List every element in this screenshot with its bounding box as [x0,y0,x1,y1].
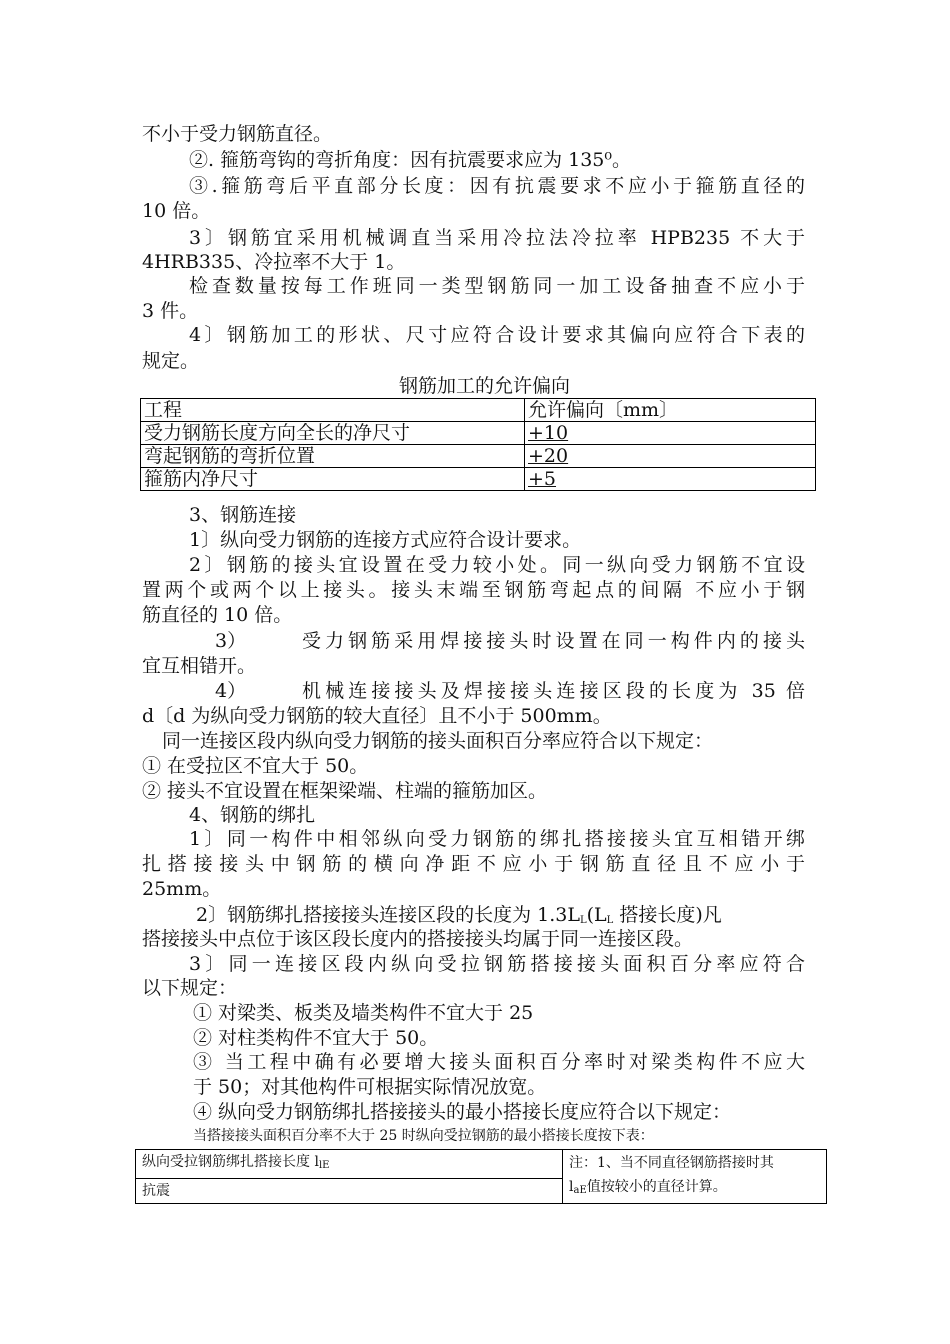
table-header-row [141,399,816,422]
table-cell [136,1150,563,1179]
deviation-value: +20 [528,445,569,467]
text-run: 纵向受拉钢筋绑扎搭接长度 l [142,1154,319,1170]
paragraph-line: 规定。 [142,350,200,372]
paragraph-line: 宜互相错开。 [142,655,257,677]
table-header-cell: 允许偏向〔mm〕 [525,399,816,422]
paragraph-line: 机械连接接头及焊接接头连接区段的长度为 35 倍 [302,680,805,702]
paragraph-line: 扎搭接接头中钢筋的横向净距不应小于钢筋直径且不应小于 [142,853,805,875]
paragraph-line: 不小于受力钢筋直径。 [142,123,333,145]
table-cell [525,422,816,445]
table-cell: 箍筋内净尺寸 [141,468,525,491]
paragraph-line: ②. 箍筋弯钩的弯折角度：因有抗震要求应为 135⁰。 [189,149,632,171]
table-cell [525,445,816,468]
subscript: L [606,915,614,926]
note-line: 注：1、当不同直径钢筋搭接时其 [569,1154,774,1171]
deviation-value: +10 [528,422,569,444]
list-item: ① 对梁类、板类及墙类构件不宜大于 25 [193,1002,534,1024]
paragraph-line: 10 倍。 [142,200,211,222]
list-item: 于 50；对其他构件可根据实际情况放宽。 [193,1076,547,1098]
text-run: (L [586,904,607,926]
paragraph-line: 筋直径的 10 倍。 [142,604,293,626]
paragraph-line: 以下规定： [142,977,238,999]
paragraph-line: 3 件。 [142,300,199,322]
paragraph-line: 4HRB335、冷拉率不大于 1。 [142,251,406,273]
table-cell: 抗震 [136,1179,563,1204]
table-caption: 当搭接接头面积百分率不大于 25 时纵向受拉钢筋的最小搭接长度按下表： [193,1128,654,1144]
paragraph-line: 4〕钢筋加工的形状、尺寸应符合设计要求其偏向应符合下表的 [189,324,805,346]
text-run: 值按较小的直径计算。 [586,1178,727,1195]
list-number: 4） [215,680,247,702]
paragraph-line: ① 在受拉区不宜大于 50。 [142,755,369,777]
paragraph-line: ③.箍筋弯后平直部分长度：因有抗震要求不应小于箍筋直径的 [189,175,805,197]
table-cell: 弯起钢筋的弯折位置 [141,445,525,468]
paragraph-line: 搭接接头中点位于该区段长度内的搭接接头均属于同一连接区段。 [142,928,694,950]
table-caption: 钢筋加工的允许偏向 [399,375,571,397]
table-row [141,468,816,491]
paragraph-line: d〔d 为纵向受力钢筋的较大直径〕且不小于 500mm。 [142,705,612,727]
text-run: l [569,1178,574,1195]
table-header-cell: 工程 [141,399,525,422]
subscript: lE [318,1160,330,1171]
paragraph-line: 同一连接区段内纵向受力钢筋的接头面积百分率应符合以下规定： [162,730,714,752]
table-row [136,1150,827,1179]
paragraph-line: 置两个或两个以上接头。接头末端至钢筋弯起点的间隔 不应小于钢 [142,579,805,601]
table-row [141,422,816,445]
paragraph-line: 2〕钢筋的接头宜设置在受力较小处。同一纵向受力钢筋不宜设 [189,554,805,576]
section-heading: 4、钢筋的绑扎 [189,804,316,826]
text-run: 搭接长度)凡 [613,904,722,926]
list-item: ③ 当工程中确有必要增大接头面积百分率时对梁类构件不应大 [193,1051,805,1073]
paragraph-line: 3〕钢筋宜采用机械调直当采用冷拉法冷拉率 HPB235 不大于 [189,227,805,249]
paragraph-line: 25mm。 [142,878,222,900]
list-item: ④ 纵向受力钢筋绑扎搭接接头的最小搭接长度应符合以下规定： [193,1101,732,1123]
list-number: 3） [215,630,247,652]
note-line [569,1175,820,1203]
paragraph-line: 1〕纵向受力钢筋的连接方式应符合设计要求。 [189,529,582,551]
text-run: 2〕钢筋绑扎搭接接头连接区段的长度为 1.3L [196,904,580,926]
paragraph-line: ② 接头不宜设置在框架梁端、柱端的箍筋加区。 [142,780,548,802]
paragraph-line: 1〕同一构件中相邻纵向受力钢筋的绑扎搭接接头宜互相错开绑 [189,828,805,850]
table-cell [525,468,816,491]
deviation-value: +5 [528,468,557,490]
deviation-table [140,398,816,491]
section-heading: 3、钢筋连接 [189,504,297,526]
table-cell: 受力钢筋长度方向全长的净尺寸 [141,422,525,445]
subscript: aE [573,1184,587,1196]
paragraph-line: 检查数量按每工作班同一类型钢筋同一加工设备抽查不应小于 [189,275,805,297]
lap-length-table [135,1149,827,1204]
table-row [141,445,816,468]
paragraph-line: 3〕同一连接区段内纵向受拉钢筋搭接接头面积百分率应符合 [189,953,805,975]
table-note-cell [563,1150,827,1204]
subscript: L [579,915,587,926]
paragraph-line: 受力钢筋采用焊接接头时设置在同一构件内的接头 [302,630,805,652]
list-item: ② 对柱类构件不宜大于 50。 [193,1027,439,1049]
